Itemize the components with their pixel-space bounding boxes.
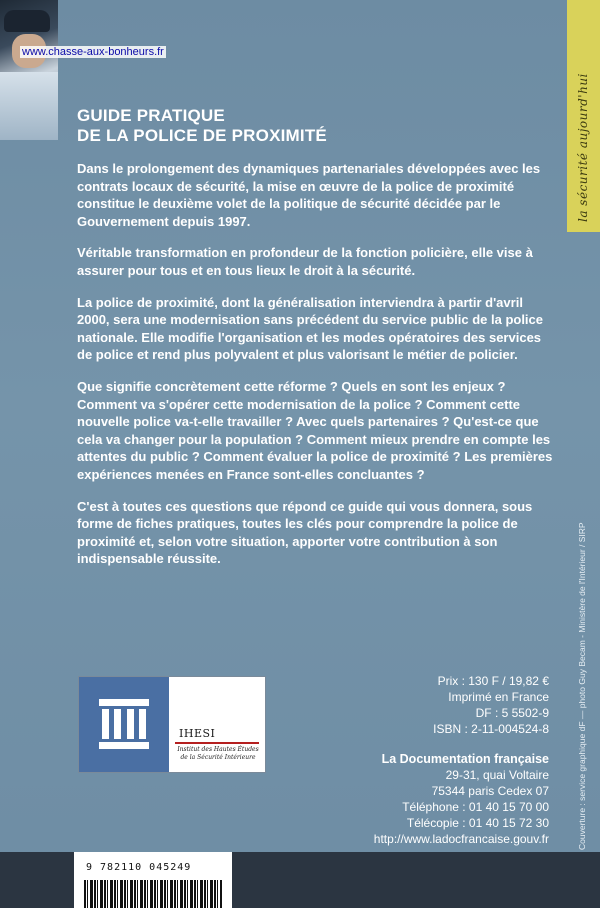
logo-full-name: Institut des Hautes Études de la Sécurité Intérieure — [177, 746, 259, 761]
series-label: la sécurité aujourd'hui — [576, 73, 590, 222]
address-line-2: 75344 paris Cedex 07 — [431, 784, 549, 798]
barcode-digits: 9 782110 045249 — [86, 862, 192, 873]
police-officer-photo — [0, 0, 58, 140]
blurb — [77, 160, 555, 582]
book-title — [77, 106, 327, 146]
price: Prix : 130 F / 19,82 € — [437, 674, 549, 688]
shirt-shape — [0, 72, 58, 140]
logo-acronym: IHESI — [179, 727, 216, 740]
ihesi-logo — [78, 676, 266, 773]
title-line-2: DE LA POLICE DE PROXIMITÉ — [77, 126, 327, 145]
watermark: www.chasse-aux-bonheurs.fr — [22, 46, 164, 58]
printed-in: Imprimé en France — [448, 690, 549, 704]
barcode — [74, 852, 232, 908]
pillars-icon — [99, 699, 149, 749]
cap-shape — [4, 10, 50, 32]
series-band — [567, 0, 600, 232]
isbn: ISBN : 2-11-004524-8 — [433, 722, 549, 736]
blurb-paragraph: Que signifie concrètement cette réforme ? Quels en sont les enjeux ? Comment va s'opérer cette modernisation de la police ? Comment cette nouvelle police va-t-elle travailler ? Avec quels partenaires ? Qu'est-ce que cela va changer pour la population ? Comment mieux prendre en compte les attentes du public ? Comment évaluer la police de proximité ? Les premières expériences menées en France sont-elles concluantes ? — [77, 378, 553, 482]
logo-text-area — [169, 677, 265, 772]
phone: Téléphone : 01 40 15 70 00 — [402, 800, 549, 814]
cover-credit: Couverture : service graphique dF — photo Guy Becam - Ministère de l'Intérieur / SIRP — [577, 522, 587, 850]
blurb-paragraph: C'est à toutes ces questions que répond ce guide qui vous donnera, sous forme de fiches pratiques, toutes les clés pour comprendre la police de proximité et, selon votre situation, apporter votre contribution à son indispensable réussite. — [77, 498, 533, 567]
logo-rule — [175, 742, 259, 744]
blurb-paragraph: La police de proximité, dont la généralisation interviendra à partir d'avril 2000, sera une modernisation sans précédent du service public de la police nationale. Elle modifie l'organisation et les modes opératoires des services de police et rend plus polyvalent et plus valorisant le métier de policier. — [77, 294, 544, 363]
barcode-bars — [84, 880, 222, 908]
publication-info — [374, 673, 549, 847]
publisher-name: La Documentation française — [381, 752, 549, 766]
address-line-1: 29-31, quai Voltaire — [445, 768, 549, 782]
title-line-1: GUIDE PRATIQUE — [77, 106, 225, 125]
website: http://www.ladocfrancaise.gouv.fr — [373, 832, 549, 846]
logo-emblem — [79, 677, 169, 772]
df-number: DF : 5 5502-9 — [475, 706, 549, 720]
fax: Télécopie : 01 40 15 72 30 — [406, 816, 549, 830]
blurb-paragraph: Dans le prolongement des dynamiques partenariales développées avec les contrats locaux de sécurité, la mise en œuvre de la police de proximité constitue le deuxième volet de la politique de sécurité décidée par le Gouvernement depuis 1997. — [77, 161, 541, 229]
blurb-paragraph: Véritable transformation en profondeur de la fonction policière, elle vise à assurer pour tous et en tous lieux le droit à la sécurité. — [77, 245, 533, 278]
